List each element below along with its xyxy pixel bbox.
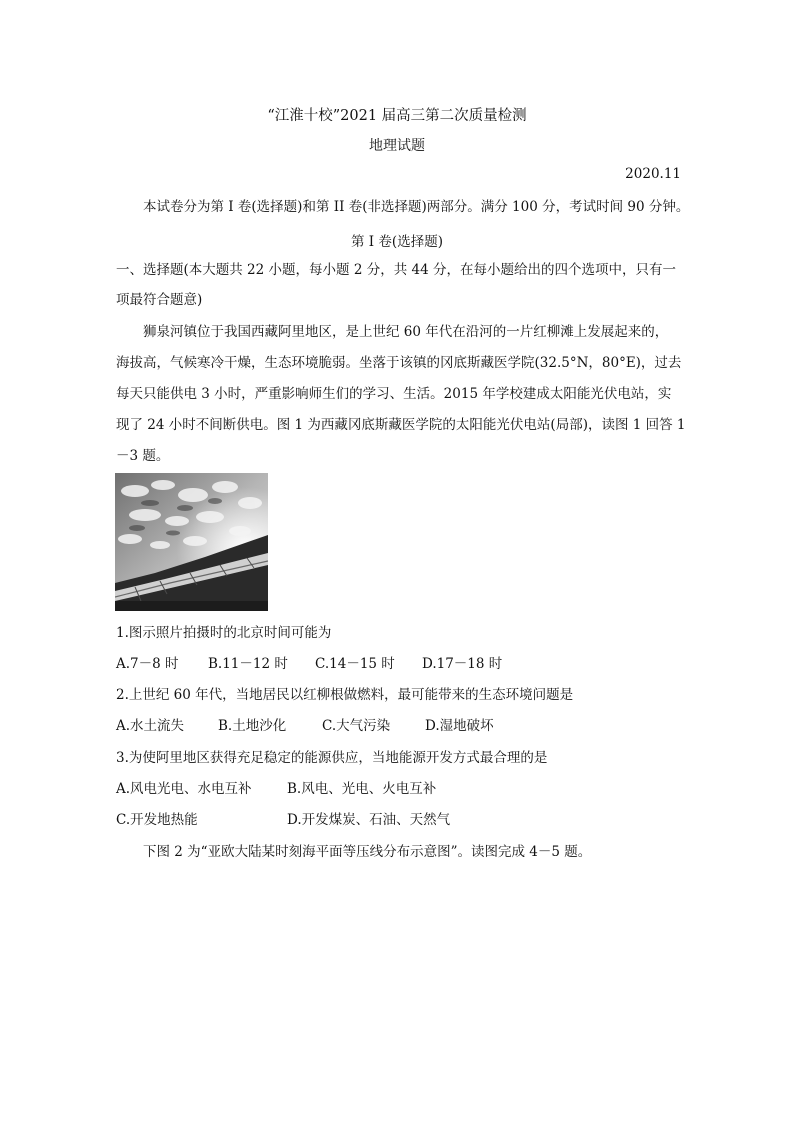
intro-text: 本试卷分为第 I 卷(选择题)和第 II 卷(非选择题)两部分。满分 100 分，考试时间 90 分钟。 xyxy=(143,199,690,215)
section-heading-line-1: 一、选择题(本大题共 22 小题，每小题 2 分，共 44 分，在每小题给出的四个选项中，只有一 xyxy=(116,262,676,278)
passage-line-1: 狮泉河镇位于我国西藏阿里地区，是上世纪 60 年代在沿河的一片红柳滩上发展起来的， xyxy=(143,324,669,340)
question-1-stem: 1.图示照片拍摄时的北京时间可能为 xyxy=(116,625,332,641)
passage-line-5: －3 题。 xyxy=(116,448,170,464)
question-1-option-b: B.11－12 时 xyxy=(208,656,288,672)
next-figure-lead-in: 下图 2 为“亚欧大陆某时刻海平面等压线分布示意图”。读图完成 4－5 题。 xyxy=(143,844,592,860)
section-heading-line-2: 项最符合题意) xyxy=(116,292,203,308)
question-3-option-a: A.风电光电、水电互补 xyxy=(116,781,252,797)
question-3-stem: 3.为使阿里地区获得充足稳定的能源供应，当地能源开发方式最合理的是 xyxy=(116,750,548,766)
question-1-option-a: A.7－8 时 xyxy=(116,656,179,672)
exam-date: 2020.11 xyxy=(625,166,681,182)
part-title: 第 I 卷(选择题) xyxy=(351,234,443,250)
question-3-option-c: C.开发地热能 xyxy=(116,812,198,828)
exam-title: “江淮十校”2021 届高三第二次质量检测 xyxy=(267,108,527,124)
question-2-option-a: A.水土流失 xyxy=(116,718,185,734)
question-3-option-d: D.开发煤炭、石油、天然气 xyxy=(287,812,451,828)
question-2-option-c: C.大气污染 xyxy=(322,718,391,734)
question-1-option-c: C.14－15 时 xyxy=(315,656,395,672)
passage-line-3: 每天只能供电 3 小时，严重影响师生们的学习、生活。2015 年学校建成太阳能光伏电站，实 xyxy=(116,386,672,402)
passage-line-4: 现了 24 小时不间断供电。图 1 为西藏冈底斯藏医学院的太阳能光伏电站(局部)，读图 1 回答 1 xyxy=(116,417,686,433)
question-2-stem: 2.上世纪 60 年代，当地居民以红柳根做燃料，最可能带来的生态环境问题是 xyxy=(116,687,574,703)
subject-title: 地理试题 xyxy=(369,138,425,154)
question-3-option-b: B.风电、光电、火电互补 xyxy=(287,781,437,797)
question-2-option-d: D.湿地破坏 xyxy=(425,718,494,734)
question-1-option-d: D.17－18 时 xyxy=(422,656,503,672)
figure-1-solar-station-photo xyxy=(115,473,268,611)
question-2-option-b: B.土地沙化 xyxy=(218,718,287,734)
passage-line-2: 海拔高，气候寒冷干燥，生态环境脆弱。坐落于该镇的冈底斯藏医学院(32.5°N，80°E)，过去 xyxy=(116,355,682,371)
